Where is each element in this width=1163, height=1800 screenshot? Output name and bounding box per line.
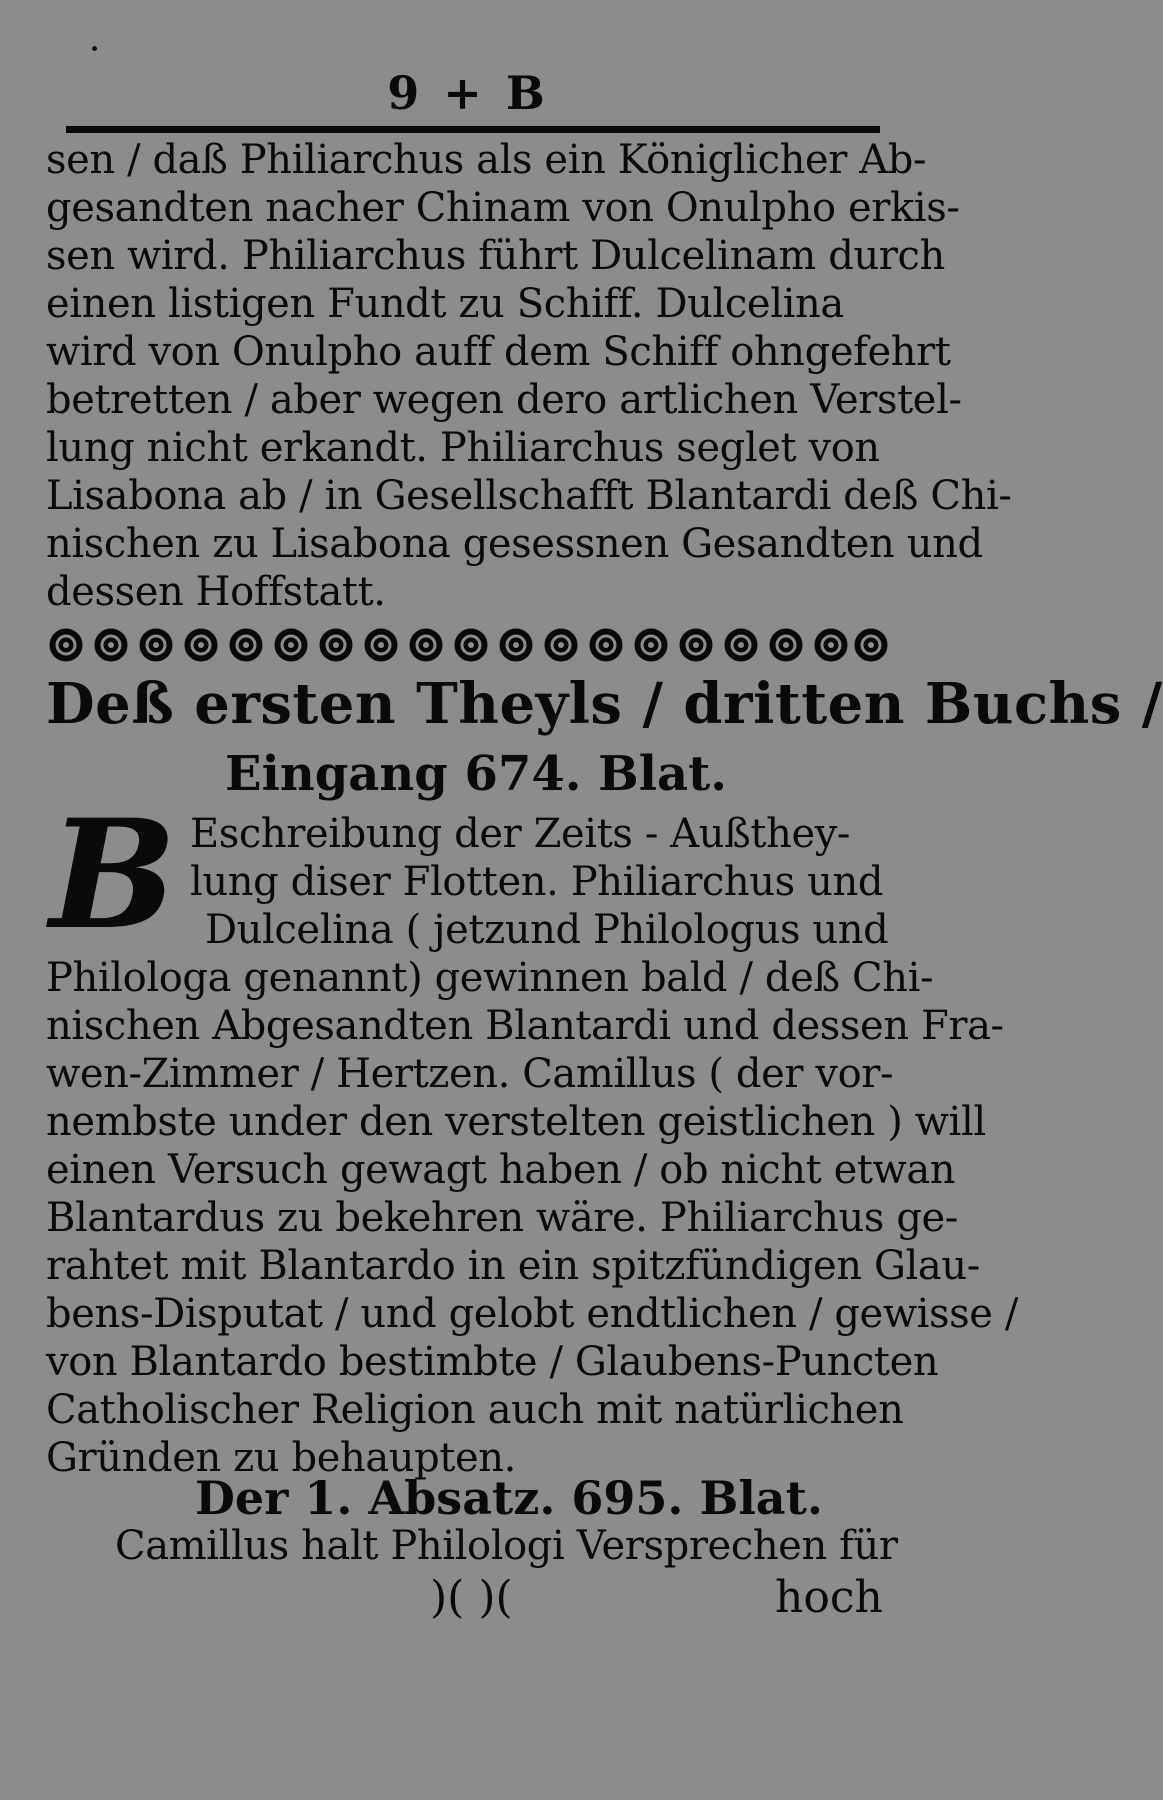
text-line: nembste under den verstelten geistlichen ) will xyxy=(46,1099,986,1145)
ornament-band xyxy=(46,620,886,670)
text-line: einen Versuch gewagt haben / ob nicht etwan xyxy=(46,1147,956,1193)
text-line: einen listigen Fundt zu Schiff. Dulcelina xyxy=(46,281,844,327)
text-line: Blantardus zu bekehren wäre. Philiarchus ge- xyxy=(46,1195,958,1241)
text-line: sen wird. Philiarchus führt Dulcelinam durch xyxy=(46,233,945,279)
header-rule xyxy=(66,126,880,133)
text-line: wird von Onulpho auff dem Schiff ohngefehrt xyxy=(46,329,951,375)
decorated-initial: B xyxy=(49,787,177,963)
text-line: gesandten nacher Chinam von Onulpho erkis- xyxy=(46,185,960,231)
text-line: nischen zu Lisabona gesessnen Gesandten und xyxy=(46,521,983,567)
signature-mark: )( )( xyxy=(430,1572,513,1623)
text-line: nischen Abgesandten Blantardi und dessen Fra- xyxy=(46,1003,1004,1049)
text-line: wen-Zimmer / Hertzen. Camillus ( der vor- xyxy=(46,1051,894,1097)
chapter-subheading: Eingang 674. Blat. xyxy=(225,746,727,802)
text-line: Philologa genannt) gewinnen bald / deß Chi- xyxy=(46,955,934,1001)
rosette-ornament-icon xyxy=(46,620,886,670)
page-header: 9 + B xyxy=(387,66,549,120)
section-heading: Der 1. Absatz. 695. Blat. xyxy=(195,1471,823,1525)
text-line: lung diser Flotten. Philiarchus und xyxy=(190,859,884,905)
text-line: Dulcelina ( jetzund Philologus und xyxy=(205,907,889,953)
text-line: Catholischer Religion auch mit natürlichen xyxy=(46,1387,904,1433)
text-line: von Blantardo bestimbte / Glaubens-Puncten xyxy=(46,1339,939,1385)
ink-speck xyxy=(92,46,97,51)
text-line: bens-Disputat / und gelobt endtlichen / gewisse / xyxy=(46,1291,1018,1337)
text-line: lung nicht erkandt. Philiarchus seglet von xyxy=(46,425,880,471)
text-line: Gründen zu behaupten. xyxy=(46,1435,516,1481)
text-line: rahtet mit Blantardo in ein spitzfündigen Glau- xyxy=(46,1243,980,1289)
text-line: sen / daß Philiarchus als ein Königlicher Ab- xyxy=(46,137,927,183)
text-line: betretten / aber wegen dero artlichen Verstel- xyxy=(46,377,962,423)
text-line: Lisabona ab / in Gesellschafft Blantardi deß Chi- xyxy=(46,473,1012,519)
catchword: hoch xyxy=(775,1572,883,1623)
text-line: Eschreibung der Zeits - Außthey- xyxy=(190,811,851,857)
chapter-heading: Deß ersten Theyls / dritten Buchs / xyxy=(46,671,1163,737)
text-line: dessen Hoffstatt. xyxy=(46,569,386,615)
text-line: Camillus halt Philologi Versprechen für xyxy=(115,1523,898,1569)
